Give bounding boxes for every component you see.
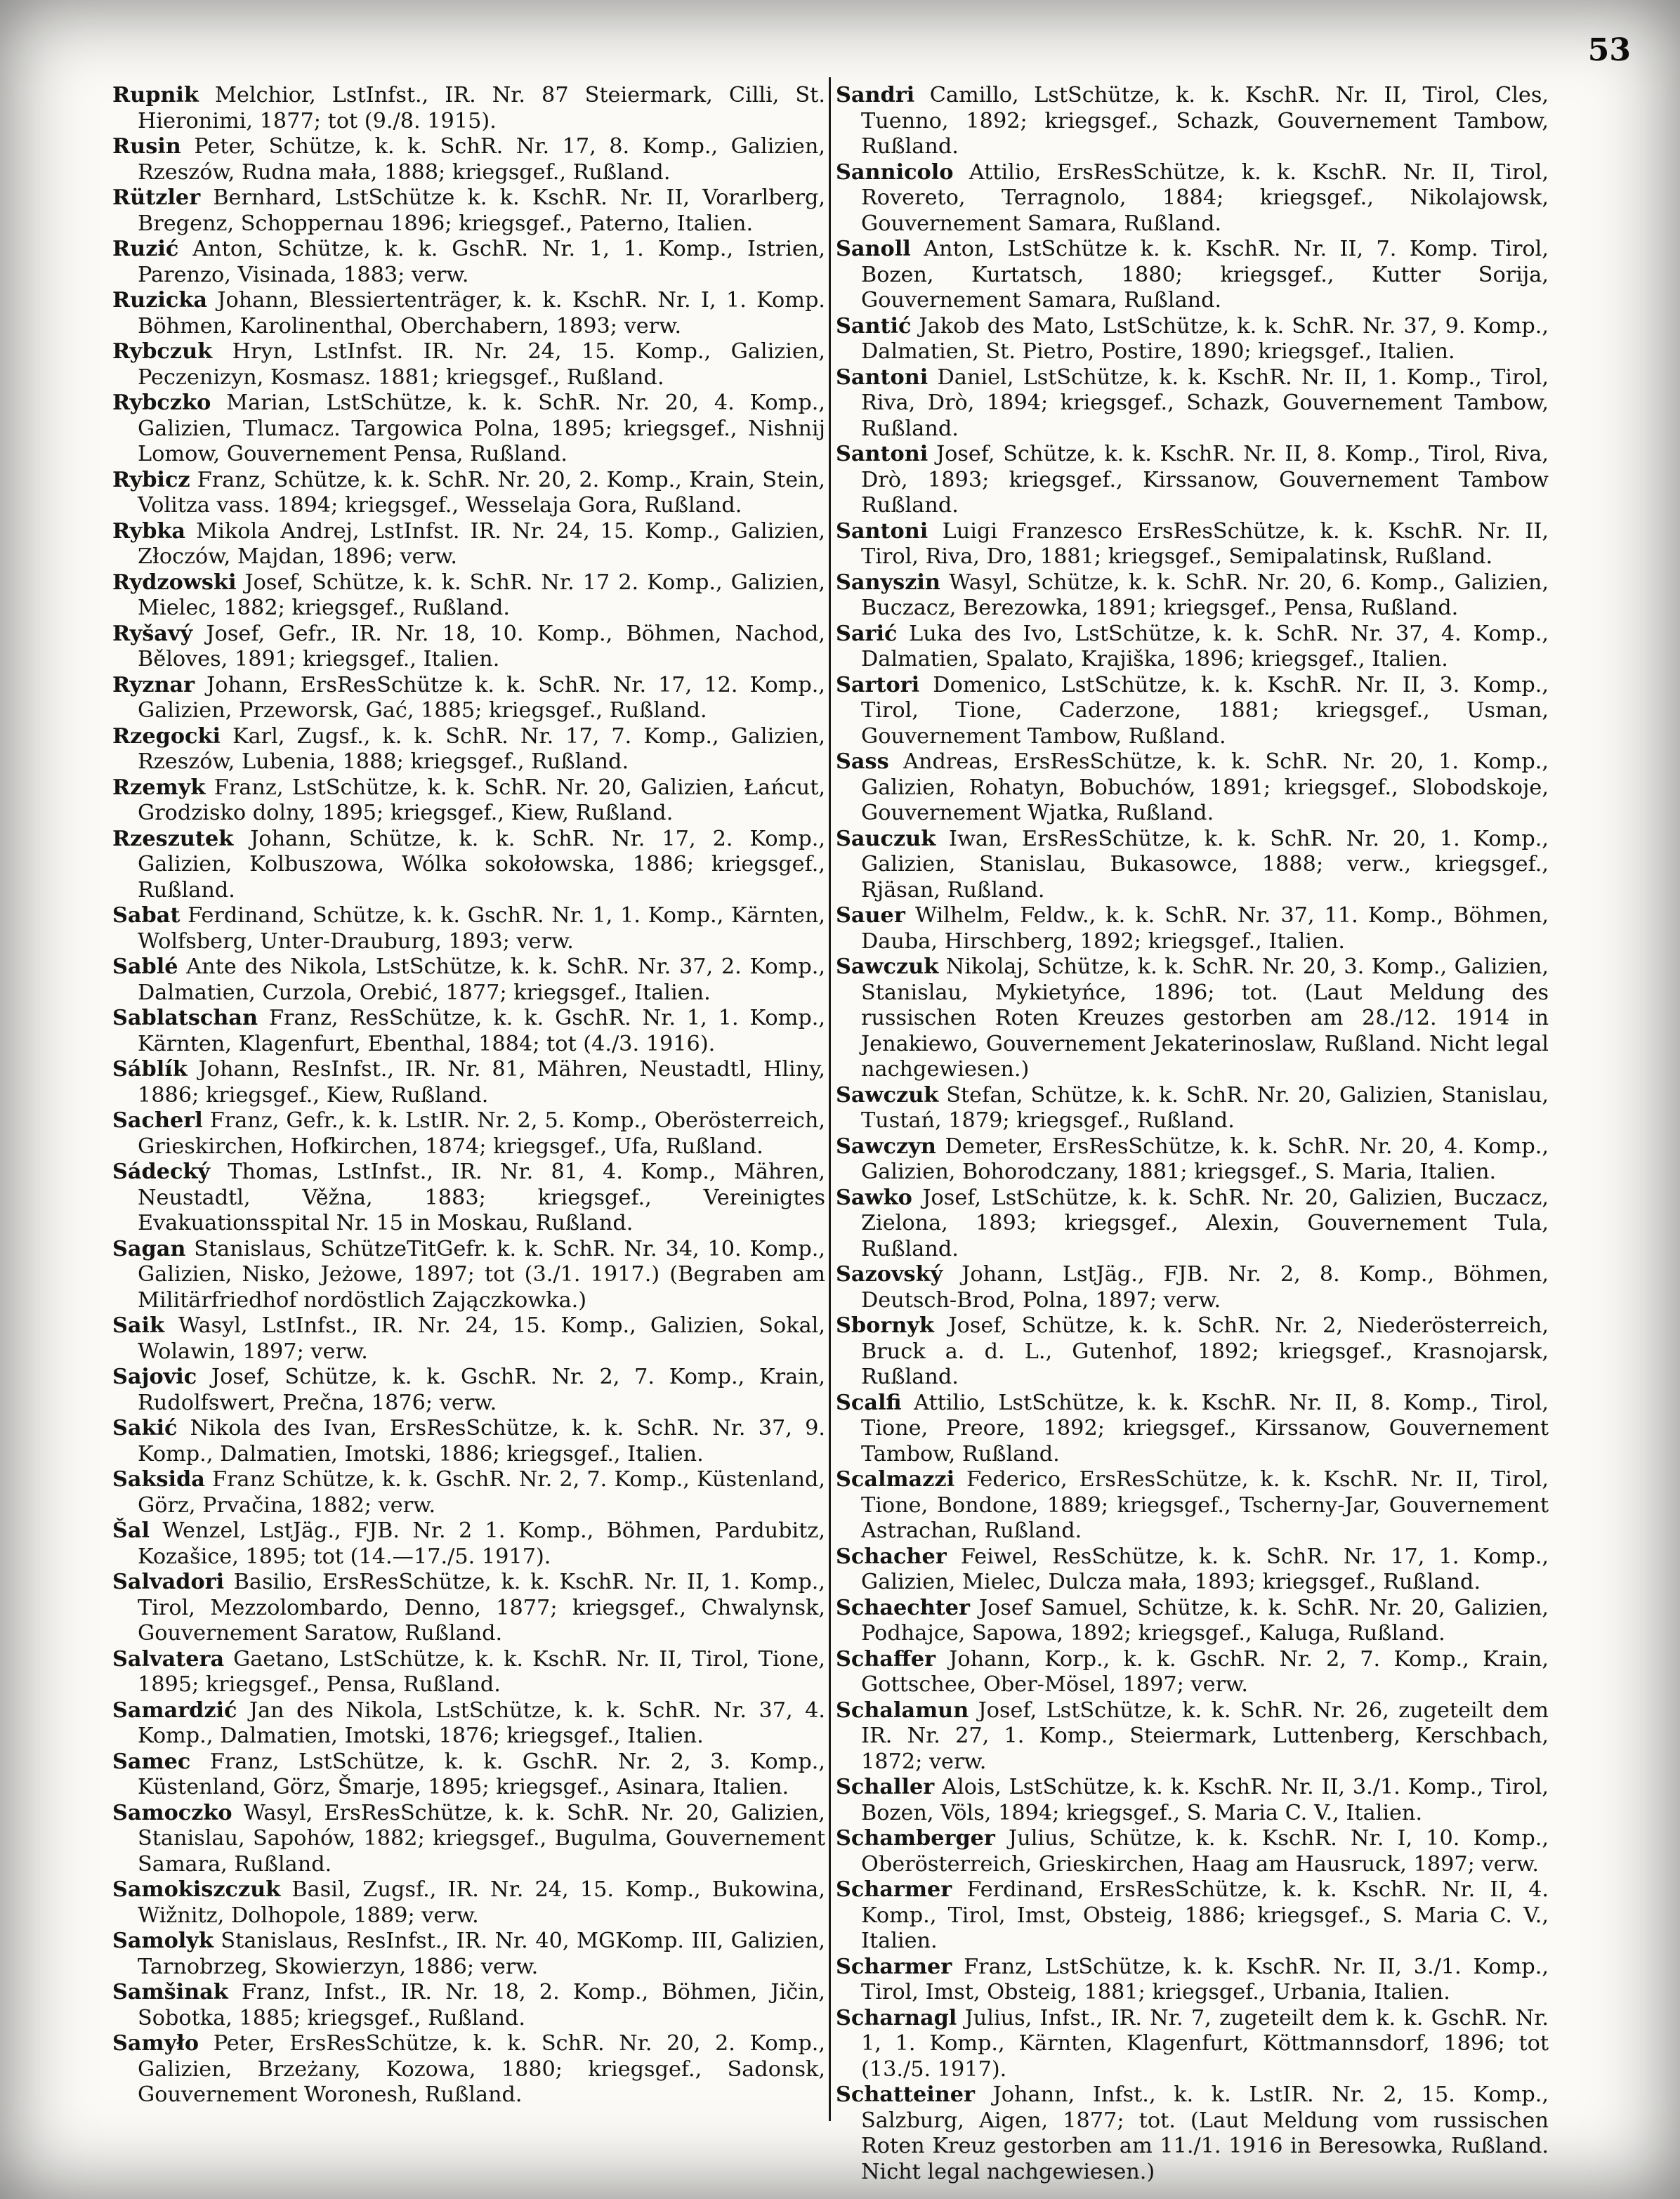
list-entry [836, 1544, 1549, 1596]
entry-details: Julius, Infst., IR. Nr. 7, zugeteilt dem k. k. GschR. Nr. 1, 1. Komp., Kärnten, Klagenfurt, Köttmannsdorf, 1896; tot (13./5. 1917). [861, 2005, 1549, 2082]
list-entry [836, 1596, 1549, 1647]
entry-surname: Rybicz [112, 467, 190, 492]
entry-surname: Rzeszutek [112, 826, 234, 851]
right-column [836, 83, 1549, 2185]
entry-surname: Santoni [836, 365, 928, 390]
entry-details: Franz, Schütze, k. k. SchR. Nr. 20, 2. Komp., Krain, Stein, Volitza vass. 1894; kriegsgef., Wesselaja Gora, Rußland. [138, 467, 825, 518]
entry-surname: Santoni [836, 518, 928, 544]
entry-details: Wenzel, LstJäg., FJB. Nr. 2 1. Komp., Böhmen, Pardubitz, Kozašice, 1895; tot (14.—17./5. 1917). [138, 1518, 825, 1569]
entry-details: Federico, ErsResSchütze, k. k. KschR. Nr. II, Tirol, Tione, Bondone, 1889; kriegsgef., Tscherny-Jar, Gouvernement Astrachan, Rußland. [861, 1467, 1549, 1543]
entry-surname: Sacherl [112, 1108, 203, 1133]
entry-details: Franz, LstSchütze, k. k. SchR. Nr. 20, Galizien, Łańcut, Grodzisko dolny, 1895; kriegsgef., Kiew, Rußland. [138, 775, 825, 825]
entry-details: Franz Schütze, k. k. GschR. Nr. 2, 7. Komp., Küstenland, Görz, Prvačina, 1882; verw. [138, 1467, 825, 1518]
entry-surname: Sáblík [112, 1057, 188, 1082]
list-entry [112, 237, 825, 288]
list-entry [836, 1134, 1549, 1186]
list-entry [112, 519, 825, 570]
list-entry [112, 622, 825, 673]
entry-surname: Sajovic [112, 1365, 197, 1389]
entry-surname: Sazovský [836, 1262, 943, 1287]
entry-surname: Sarić [836, 621, 898, 646]
list-entry [112, 1365, 825, 1416]
list-entry [836, 160, 1549, 237]
entry-surname: Rupnik [112, 83, 199, 107]
page-number: 53 [1587, 32, 1631, 68]
list-entry [112, 83, 825, 134]
entry-details: Wilhelm, Feldw., k. k. SchR. Nr. 37, 11. Komp., Böhmen, Dauba, Hirschberg, 1892; kriegsgef., Italien. [861, 903, 1549, 954]
list-entry [112, 134, 825, 185]
entry-surname: Scharnagl [836, 2005, 957, 2030]
list-entry [112, 1518, 825, 1570]
entry-details: Demeter, ErsResSchütze, k. k. SchR. Nr. 20, 4. Komp., Galizien, Bohorodczany, 1881; kriegsgef., S. Maria, Italien. [861, 1134, 1549, 1184]
entry-details: Karl, Zugsf., k. k. SchR. Nr. 17, 7. Komp., Galizien, Rzeszów, Lubenia, 1888; kriegsgef., Rußland. [138, 723, 825, 774]
list-entry [836, 1647, 1549, 1698]
list-entry [112, 724, 825, 775]
entry-surname: Ruzicka [112, 288, 207, 313]
entry-surname: Salvatera [112, 1646, 225, 1672]
list-entry [112, 1467, 825, 1518]
list-entry [836, 83, 1549, 160]
list-entry [836, 570, 1549, 622]
entry-details: Franz, LstSchütze, k. k. KschR. Nr. II, 3./1. Komp., Tirol, Imst, Obsteig, 1881; kriegsgef., Urbania, Italien. [861, 1954, 1549, 2004]
entry-surname: Sanoll [836, 237, 911, 261]
entry-surname: Samardzić [112, 1698, 237, 1723]
entry-surname: Sauczuk [836, 826, 936, 851]
entry-details: Gaetano, LstSchütze, k. k. KschR. Nr. II, Tirol, Tione, 1895; kriegsgef., Pensa, Rußland. [138, 1646, 825, 1697]
entry-surname: Rybczko [112, 390, 211, 415]
list-entry [112, 468, 825, 519]
list-entry [112, 390, 825, 468]
entry-surname: Rydzowski [112, 570, 237, 595]
entry-details: Ferdinand, Schütze, k. k. GschR. Nr. 1, 1. Komp., Kärnten, Wolfsberg, Unter-Drauburg, 1893; verw. [138, 903, 825, 954]
entry-details: Johann, Infst., k. k. LstIR. Nr. 2, 15. Komp., Salzburg, Aigen, 1877; tot. (Laut Meldung vom russischen Roten Kreuz gestorben am 11./1. 1916 in Beresowka, Rußland. Nicht legal nachgewiesen.) [861, 2082, 1549, 2184]
entry-details: Franz, ResSchütze, k. k. GschR. Nr. 1, 1. Komp., Kärnten, Klagenfurt, Ebenthal, 1884; tot (4./3. 1916). [138, 1006, 825, 1056]
column-divider [829, 77, 831, 2121]
entry-details: Josef, Gefr., IR. Nr. 18, 10. Komp., Böhmen, Nachod, Běloves, 1891; kriegsgef., Italien. [138, 621, 825, 671]
list-entry [112, 954, 825, 1006]
list-entry [836, 1467, 1549, 1544]
list-entry [836, 1775, 1549, 1826]
entry-details: Luka des Ivo, LstSchütze, k. k. SchR. Nr. 37, 4. Komp., Dalmatien, Spalato, Krajiška, 1896; kriegsgef., Italien. [861, 621, 1549, 671]
list-entry [112, 185, 825, 237]
entry-details: Julius, Schütze, k. k. KschR. Nr. I, 10. Komp., Oberösterreich, Grieskirchen, Haag am Hausruck, 1897; verw. [861, 1826, 1549, 1877]
entry-details: Franz, Infst., IR. Nr. 18, 2. Komp., Böhmen, Jičin, Sobotka, 1885; kriegsgef., Rußland. [138, 1980, 825, 2030]
entry-details: Hryn, LstInfst. IR. Nr. 24, 15. Komp., Galizien, Peczenizyn, Kosmasz. 1881; kriegsgef., Rußland. [138, 339, 825, 390]
entry-details: Bernhard, LstSchütze k. k. KschR. Nr. II, Vorarlberg, Bregenz, Schoppernau 1896; kriegsgef., Paterno, Italien. [138, 185, 825, 236]
list-entry [112, 339, 825, 390]
entry-details: Attilio, ErsResSchütze, k. k. KschR. Nr. II, Tirol, Rovereto, Terragnolo, 1884; kriegsgef., Nikolajowsk, Gouvernement Samara, Rußland. [861, 159, 1549, 236]
list-entry [112, 570, 825, 622]
entry-surname: Ryznar [112, 672, 195, 697]
entry-details: Jakob des Mato, LstSchütze, k. k. SchR. Nr. 37, 9. Komp., Dalmatien, St. Pietro, Postire, 1890; kriegsgef., Italien. [861, 313, 1549, 364]
entry-details: Josef, Schütze, k. k. SchR. Nr. 17 2. Komp., Galizien, Mielec, 1882; kriegsgef., Rußland. [138, 570, 826, 620]
list-entry [112, 1877, 825, 1929]
entry-surname: Rusin [112, 134, 181, 159]
list-entry [112, 1570, 825, 1647]
entry-details: Ante des Nikola, LstSchütze, k. k. SchR. Nr. 37, 2. Komp., Dalmatien, Curzola, Orebić, 1877; kriegsgef., Italien. [138, 954, 825, 1005]
entry-details: Johann, LstJäg., FJB. Nr. 2, 8. Komp., Böhmen, Deutsch-Brod, Polna, 1897; verw. [861, 1262, 1549, 1313]
list-entry [112, 1108, 825, 1160]
list-entry [112, 1698, 825, 1750]
list-entry [836, 2006, 1549, 2083]
list-entry [836, 1313, 1549, 1391]
list-entry [112, 903, 825, 954]
list-entry [112, 1750, 825, 1801]
list-entry [112, 1006, 825, 1057]
entry-details: Peter, ErsResSchütze, k. k. SchR. Nr. 20, 2. Komp., Galizien, Brzeżany, Kozowa, 1880; kriegsgef., Sadonsk, Gouvernement Woronesh, Rußland. [138, 2031, 825, 2107]
entry-surname: Sandri [836, 83, 915, 107]
list-entry [836, 519, 1549, 570]
entry-details: Stefan, Schütze, k. k. SchR. Nr. 20, Galizien, Stanislau, Tustań, 1879; kriegsgef., Rußland. [861, 1082, 1549, 1133]
entry-surname: Rzegocki [112, 723, 221, 749]
entry-surname: Schaffer [836, 1646, 936, 1672]
list-entry [836, 1826, 1549, 1877]
entry-details: Anton, Schütze, k. k. GschR. Nr. 1, 1. Komp., Istrien, Parenzo, Visinada, 1883; verw. [138, 237, 825, 287]
entry-surname: Samyło [112, 2031, 199, 2056]
entry-details: Feiwel, ResSchütze, k. k. SchR. Nr. 17, 1. Komp., Galizien, Mielec, Dulcza mała, 1893; kriegsgef., Rußland. [861, 1544, 1549, 1594]
list-entry [112, 827, 825, 904]
entry-details: Johann, Blessiertenträger, k. k. KschR. Nr. I, 1. Komp. Böhmen, Karolinenthal, Oberchabern, 1893; verw. [138, 288, 825, 339]
entry-surname: Samšinak [112, 1980, 228, 2004]
list-entry [836, 954, 1549, 1083]
entry-surname: Rybczuk [112, 339, 213, 364]
list-entry [836, 903, 1549, 954]
entry-details: Melchior, LstInfst., IR. Nr. 87 Steiermark, Cilli, St. Hieronimi, 1877; tot (9./8. 1915). [138, 83, 825, 133]
entry-details: Josef Samuel, Schütze, k. k. SchR. Nr. 20, Galizien, Podhajce, Sapowa, 1892; kriegsgef., Kaluga, Rußland. [861, 1595, 1549, 1646]
entry-details: Luigi Franzesco ErsResSchütze, k. k. KschR. Nr. II, Tirol, Riva, Dro, 1881; kriegsgef., Semipalatinsk, Rußland. [861, 518, 1549, 569]
entry-surname: Schalamun [836, 1698, 969, 1723]
entry-surname: Sauer [836, 903, 905, 928]
list-entry [836, 1955, 1549, 2006]
entry-surname: Schaechter [836, 1595, 970, 1620]
entry-surname: Šal [112, 1518, 150, 1543]
entry-surname: Sartori [836, 672, 920, 697]
entry-surname: Scharmer [836, 1954, 952, 1979]
entry-surname: Sawczyn [836, 1134, 936, 1159]
left-column [112, 83, 825, 2108]
entry-details: Josef, Schütze, k. k. SchR. Nr. 2, Niederösterreich, Bruck a. d. L., Gutenhof, 1892; kriegsgef., Krasnojarsk, Rußland. [861, 1313, 1549, 1389]
list-entry [836, 2082, 1549, 2185]
entry-surname: Sabat [112, 903, 181, 928]
entry-surname: Sawczuk [836, 1082, 939, 1108]
entry-surname: Ruzić [112, 237, 179, 261]
entry-surname: Santić [836, 313, 912, 339]
entry-surname: Saksida [112, 1467, 205, 1492]
entry-details: Josef, LstSchütze, k. k. SchR. Nr. 26, zugeteilt dem IR. Nr. 27, 1. Komp., Steiermark, Luttenberg, Kerschbach, 1872; verw. [861, 1698, 1549, 1774]
entry-details: Stanislaus, SchützeTitGefr. k. k. SchR. Nr. 34, 10. Komp., Galizien, Nisko, Jeżowe, 1897; tot (3./1. 1917.) (Begraben am Militärfriedhof nordöstlich Zajączkowka.) [138, 1236, 825, 1313]
entry-details: Thomas, LstInfst., IR. Nr. 81, 4. Komp., Mähren, Neustadtl, Věžna, 1883; kriegsgef., Vereinigtes Evakuationsspital Nr. 15 in Moskau, Rußland. [138, 1160, 825, 1235]
list-entry [836, 1391, 1549, 1468]
entry-surname: Schacher [836, 1544, 947, 1569]
entry-details: Anton, LstSchütze k. k. KschR. Nr. II, 7. Komp. Tirol, Bozen, Kurtatsch, 1880; kriegsgef., Kutter Sorija, Gouvernement Samara, Rußland. [861, 237, 1549, 313]
entry-surname: Sbornyk [836, 1313, 934, 1338]
entry-surname: Schamberger [836, 1826, 995, 1851]
entry-surname: Sádecký [112, 1160, 211, 1184]
list-entry [112, 673, 825, 724]
entry-details: Alois, LstSchütze, k. k. KschR. Nr. II, 3./1. Komp., Tirol, Bozen, Völs, 1894; kriegsgef., S. Maria C. V., Italien. [861, 1775, 1549, 1825]
entry-surname: Saik [112, 1313, 165, 1338]
entry-details: Franz, Gefr., k. k. LstIR. Nr. 2, 5. Komp., Oberösterreich, Grieskirchen, Hofkirchen, 1874; kriegsgef., Ufa, Rußland. [138, 1108, 825, 1159]
list-entry [112, 1801, 825, 1878]
list-entry [836, 1698, 1549, 1775]
entry-surname: Salvadori [112, 1570, 225, 1594]
entry-details: Jan des Nikola, LstSchütze, k. k. SchR. Nr. 37, 4. Komp., Dalmatien, Imotski, 1876; kriegsgef., Italien. [138, 1698, 825, 1748]
entry-surname: Rützler [112, 185, 201, 210]
entry-surname: Scharmer [836, 1877, 952, 1902]
entry-details: Domenico, LstSchütze, k. k. KschR. Nr. II, 3. Komp., Tirol, Tione, Caderzone, 1881; kriegsgef., Usman, Gouvernement Tambow, Rußland. [861, 672, 1549, 749]
entry-details: Andreas, ErsResSchütze, k. k. SchR. Nr. 20, 1. Komp., Galizien, Rohatyn, Bobuchów, 1891; kriegsgef., Slobodskoje, Gouvernement Wjatka, Rußland. [861, 749, 1549, 825]
entry-details: Johann, ResInfst., IR. Nr. 81, Mähren, Neustadtl, Hliny, 1886; kriegsgef., Kiew, Rußland. [138, 1057, 825, 1108]
entry-surname: Samec [112, 1749, 191, 1774]
list-entry [836, 237, 1549, 314]
list-entry [836, 1877, 1549, 1955]
entry-details: Wasyl, Schütze, k. k. SchR. Nr. 20, 6. Komp., Galizien, Buczacz, Berezowka, 1891; kriegsgef., Pensa, Rußland. [861, 570, 1549, 620]
entry-surname: Sablé [112, 954, 178, 979]
entry-details: Johann, Schütze, k. k. SchR. Nr. 17, 2. Komp., Galizien, Kolbuszowa, Wólka sokołowska, 1886; kriegsgef., Rußland. [138, 826, 825, 902]
entry-details: Basil, Zugsf., IR. Nr. 24, 15. Komp., Bukowina, Wižnitz, Dolhopole, 1889; verw. [138, 1877, 825, 1928]
list-entry [112, 1160, 825, 1237]
entry-details: Ferdinand, ErsResSchütze, k. k. KschR. Nr. II, 4. Komp., Tirol, Imst, Obsteig, 1886; kriegsgef., S. Maria C. V., Italien. [861, 1877, 1549, 1953]
entry-surname: Samokiszczuk [112, 1877, 281, 1902]
entry-details: Wasyl, ErsResSchütze, k. k. SchR. Nr. 20, Galizien, Stanislau, Sapohów, 1882; kriegsgef., Bugulma, Gouvernement Samara, Rußland. [138, 1800, 825, 1877]
entry-surname: Sawko [836, 1185, 912, 1210]
list-entry [836, 365, 1549, 442]
entry-details: Stanislaus, ResInfst., IR. Nr. 40, MGKomp. III, Galizien, Tarnobrzeg, Skowierzyn, 1886; verw. [138, 1929, 825, 1979]
list-entry [836, 1083, 1549, 1134]
list-entry [836, 1186, 1549, 1263]
entry-surname: Sannicolo [836, 159, 954, 185]
entry-surname: Sablatschan [112, 1006, 258, 1030]
entry-surname: Rybka [112, 518, 186, 544]
list-entry [112, 288, 825, 339]
entry-details: Wasyl, LstInfst., IR. Nr. 24, 15. Komp., Galizien, Sokal, Wolawin, 1897; verw. [138, 1313, 825, 1364]
entry-surname: Sawczuk [836, 954, 939, 979]
entry-details: Nikolaj, Schütze, k. k. SchR. Nr. 20, 3. Komp., Galizien, Stanislau, Mykietyńce, 1896; tot. (Laut Meldung des russischen Roten Kreuzes gestorben am 28./12. 1914 in Jenakiewo, Gouvernement Jekaterinoslaw, Rußland. Nicht legal nachgewiesen.) [861, 954, 1549, 1082]
entry-details: Attilio, LstSchütze, k. k. KschR. Nr. II, 8. Komp., Tirol, Tione, Preore, 1892; kriegsgef., Kirssanow, Gouvernement Tambow, Rußland. [861, 1390, 1549, 1466]
list-entry [112, 1980, 825, 2031]
list-entry [112, 2031, 825, 2108]
list-entry [112, 1237, 825, 1314]
entry-surname: Ryšavý [112, 621, 193, 646]
entry-details: Peter, Schütze, k. k. SchR. Nr. 17, 8. Komp., Galizien, Rzeszów, Rudna mała, 1888; kriegsgef., Rußland. [138, 134, 825, 185]
entry-details: Marian, LstSchütze, k. k. SchR. Nr. 20, 4. Komp., Galizien, Tlumacz. Targowica Polna, 1895; kriegsgef., Nishnij Lomow, Gouvernement Pensa, Rußland. [138, 390, 826, 466]
entry-surname: Rzemyk [112, 775, 206, 800]
list-entry [836, 442, 1549, 519]
entry-surname: Santoni [836, 442, 928, 466]
list-entry [112, 775, 825, 827]
entry-surname: Scalfi [836, 1390, 902, 1415]
list-entry [836, 1262, 1549, 1313]
entry-details: Josef, LstSchütze, k. k. SchR. Nr. 20, Galizien, Buczacz, Zielona, 1893; kriegsgef., Alexin, Gouvernement Tula, Rußland. [861, 1185, 1549, 1261]
entry-details: Nikola des Ivan, ErsResSchütze, k. k. SchR. Nr. 37, 9. Komp., Dalmatien, Imotski, 1886; kriegsgef., Italien. [138, 1416, 825, 1466]
entry-surname: Sagan [112, 1236, 186, 1261]
list-entry [112, 1057, 825, 1108]
entry-details: Josef, Schütze, k. k. GschR. Nr. 2, 7. Komp., Krain, Rudolfswert, Prečna, 1876; verw. [138, 1365, 825, 1415]
entry-surname: Samolyk [112, 1929, 214, 1953]
entry-details: Camillo, LstSchütze, k. k. KschR. Nr. II, Tirol, Cles, Tuenno, 1892; kriegsgef., Schazk, Gouvernement Tambow, Rußland. [861, 83, 1549, 159]
entry-details: Daniel, LstSchütze, k. k. KschR. Nr. II, 1. Komp., Tirol, Riva, Drò, 1894; kriegsgef., Schazk, Gouvernement Tambow, Rußland. [861, 365, 1549, 441]
entry-details: Basilio, ErsResSchütze, k. k. KschR. Nr. II, 1. Komp., Tirol, Mezzolombardo, Denno, 1877; kriegsgef., Chwalynsk, Gouvernement Saratow, Rußland. [138, 1570, 825, 1646]
entry-details: Mikola Andrej, LstInfst. IR. Nr. 24, 15. Komp., Galizien, Złoczów, Majdan, 1896; verw. [138, 518, 825, 569]
list-entry [112, 1647, 825, 1698]
entry-details: Johann, Korp., k. k. GschR. Nr. 2, 7. Komp., Krain, Gottschee, Ober-Mösel, 1897; verw. [861, 1646, 1549, 1697]
list-entry [836, 622, 1549, 673]
entry-surname: Sakić [112, 1416, 178, 1440]
list-entry [112, 1313, 825, 1365]
list-entry [112, 1929, 825, 1980]
list-entry [836, 749, 1549, 827]
list-entry [112, 1416, 825, 1467]
entry-details: Josef, Schütze, k. k. KschR. Nr. II, 8. Komp., Tirol, Riva, Drò, 1893; kriegsgef., Kirssanow, Gouvernement Tambow Rußland. [861, 442, 1549, 518]
list-entry [836, 827, 1549, 904]
entry-surname: Schaller [836, 1775, 935, 1799]
entry-surname: Scalmazzi [836, 1467, 955, 1492]
entry-surname: Samoczko [112, 1800, 232, 1825]
entry-details: Johann, ErsResSchütze k. k. SchR. Nr. 17, 12. Komp., Galizien, Przeworsk, Gać, 1885; kriegsgef., Rußland. [138, 672, 826, 723]
list-entry [836, 673, 1549, 750]
list-entry [836, 314, 1549, 365]
entry-surname: Schatteiner [836, 2082, 976, 2107]
entry-details: Franz, LstSchütze, k. k. GschR. Nr. 2, 3. Komp., Küstenland, Görz, Šmarje, 1895; kriegsgef., Asinara, Italien. [138, 1749, 825, 1799]
entry-details: Iwan, ErsResSchütze, k. k. SchR. Nr. 20, 1. Komp., Galizien, Stanislau, Bukasowce, 1888; verw., kriegsgef., Rjäsan, Rußland. [861, 826, 1549, 902]
entry-surname: Sanyszin [836, 570, 940, 595]
entry-surname: Sass [836, 749, 889, 774]
